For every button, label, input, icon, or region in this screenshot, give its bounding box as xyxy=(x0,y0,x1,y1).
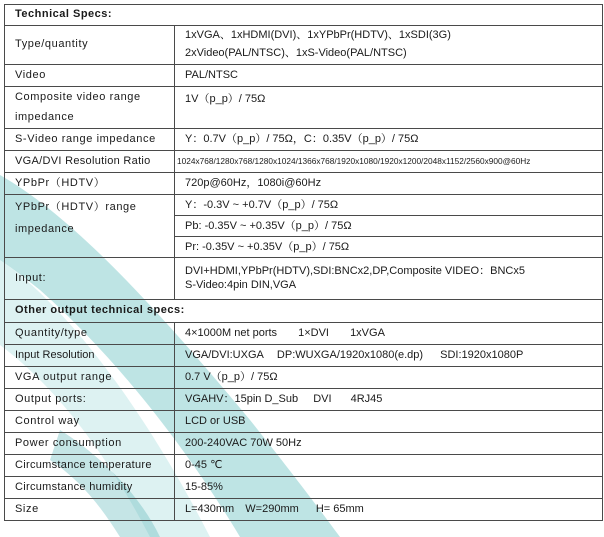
spec-label: S-Video range impedance xyxy=(5,129,175,151)
spec-label: Input: xyxy=(5,258,175,300)
spec-label: Video xyxy=(5,65,175,87)
spec-label: Input Resolution xyxy=(5,345,175,367)
spec-row xyxy=(5,345,603,367)
section-header xyxy=(5,300,603,323)
spec-value: 1024x768/1280x768/1280x1024/1366x768/1920x1080/1920x1200/2048x1152/2560x900@60Hz xyxy=(175,151,603,173)
spec-value: 200-240VAC 70W 50Hz xyxy=(175,433,603,455)
spec-label: Power consumption xyxy=(5,433,175,455)
spec-row xyxy=(5,87,603,129)
spec-row xyxy=(5,411,603,433)
spec-value: 4×1000M net ports 1×DVI 1xVGA xyxy=(175,323,603,345)
spec-row xyxy=(5,65,603,87)
spec-label: Type/quantity xyxy=(5,26,175,65)
spec-value: Y：-0.3V ~ +0.7V（p_p）/ 75Ω Pb: -0.35V ~ +0.35V（p_p）/ 75Ω Pr: -0.35V ~ +0.35V（p_p）/ 75Ω xyxy=(175,195,603,258)
spec-row xyxy=(5,367,603,389)
spec-label: YPbPr（HDTV） xyxy=(5,173,175,195)
spec-row xyxy=(5,323,603,345)
spec-label: Size xyxy=(5,499,175,521)
spec-row xyxy=(5,499,603,521)
spec-label: VGA/DVI Resolution Ratio xyxy=(5,151,175,173)
spec-value: 15-85% xyxy=(175,477,603,499)
spec-row xyxy=(5,389,603,411)
spec-label: VGA output range xyxy=(5,367,175,389)
specs-table xyxy=(4,4,603,521)
spec-value: VGAHV：15pin D_Sub DVI 4RJ45 xyxy=(175,389,603,411)
spec-label: Control way xyxy=(5,411,175,433)
spec-value: 1xVGA、1xHDMI(DVI)、1xYPbPr(HDTV)、1xSDI(3G) 2xVideo(PAL/NTSC)、1xS-Video(PAL/NTSC) xyxy=(175,26,603,65)
spec-row xyxy=(5,129,603,151)
spec-row xyxy=(5,173,603,195)
spec-label: Output ports: xyxy=(5,389,175,411)
section-header xyxy=(5,5,603,26)
spec-label: Circumstance humidity xyxy=(5,477,175,499)
spec-value: 0.7 V（p_p）/ 75Ω xyxy=(175,367,603,389)
spec-row xyxy=(5,477,603,499)
spec-label: Composite video range impedance xyxy=(5,87,175,129)
spec-value: PAL/NTSC xyxy=(175,65,603,87)
spec-value: 0-45 ℃ xyxy=(175,455,603,477)
spec-label: YPbPr（HDTV）range impedance xyxy=(5,195,175,258)
spec-row xyxy=(5,195,603,258)
spec-value: 1V（p_p）/ 75Ω xyxy=(175,87,603,129)
spec-value: L=430mm W=290mm H= 65mm xyxy=(175,499,603,521)
spec-value: 720p@60Hz，1080i@60Hz xyxy=(175,173,603,195)
spec-value: DVI+HDMI,YPbPr(HDTV),SDI:BNCx2,DP,Composite VIDEO：BNCx5 S-Video:4pin DIN,VGA xyxy=(175,258,603,300)
spec-label: Circumstance temperature xyxy=(5,455,175,477)
spec-row xyxy=(5,26,603,65)
section-title: Technical Specs: xyxy=(5,5,603,26)
spec-row xyxy=(5,433,603,455)
spec-row xyxy=(5,151,603,173)
spec-label: Quantity/type xyxy=(5,323,175,345)
spec-value: VGA/DVI:UXGA DP:WUXGA/1920x1080(e.dp) SDI:1920x1080P xyxy=(175,345,603,367)
spec-value: LCD or USB xyxy=(175,411,603,433)
spec-value: Y：0.7V（p_p）/ 75Ω，C：0.35V（p_p）/ 75Ω xyxy=(175,129,603,151)
spec-row xyxy=(5,258,603,300)
section-title: Other output technical specs: xyxy=(5,300,603,323)
spec-row xyxy=(5,455,603,477)
